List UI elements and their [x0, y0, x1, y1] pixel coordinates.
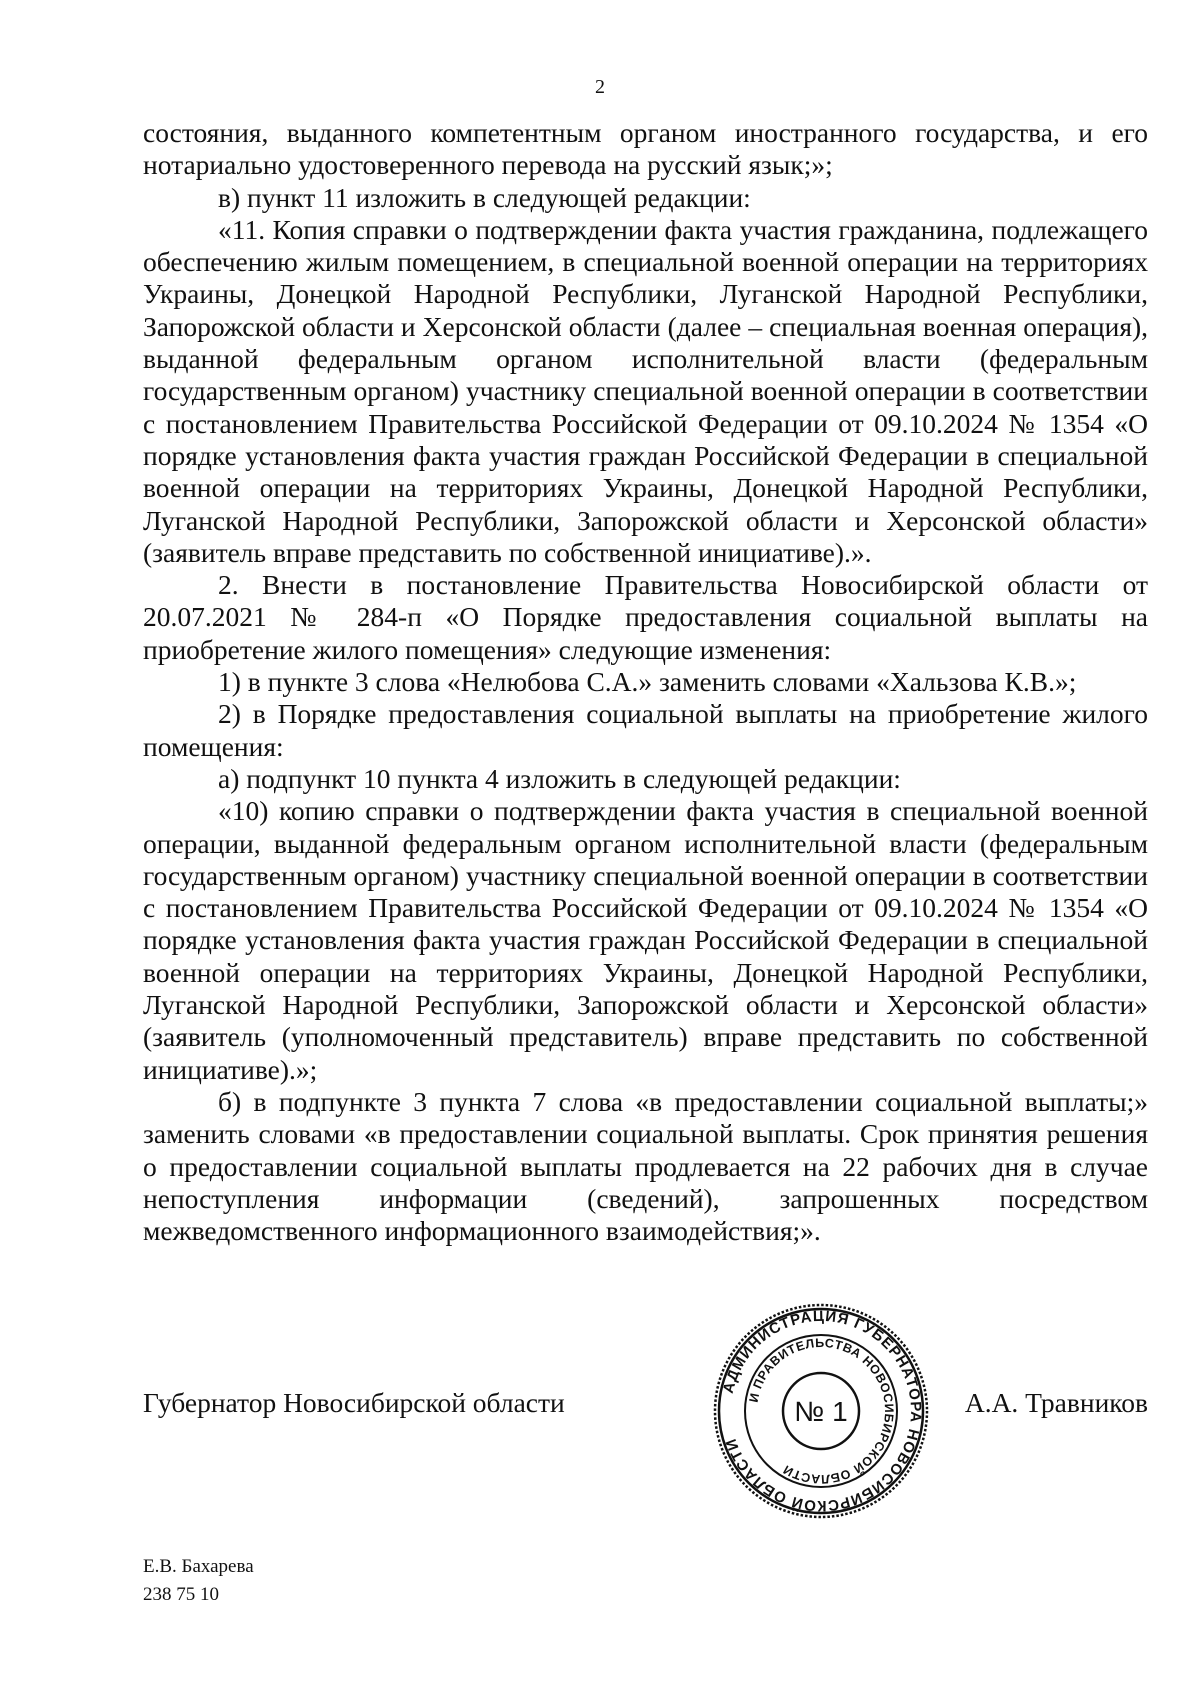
- paragraph-item-v: в) пункт 11 изложить в следующей редакции:: [218, 181, 751, 213]
- executor-name: Е.В. Бахарева: [143, 1556, 254, 1577]
- seal-inner-text: И ПРАВИТЕЛЬСТВА НОВОСИБИРСКОЙ ОБЛАСТИ: [746, 1335, 897, 1487]
- paragraph-subpoint-10: «10) копию справки о подтверждении факта участия в специальной военной операции, выданной федеральным органом исполнительной власти (федеральным государственным органом) участнику специальной военной операции в соответствии с постановлением Правительства Российской Федерации от 09.10.2024 № 1354 «О порядке установления факта участия граждан Российской Федерации в специальной военной операции на территориях Украины, Донецкой Народной Республики, Луганской Народной Республики, Запорожской области и Херсонской области» (заявитель (уполномоченный представитель) вправе представить по собственной инициативе).»;: [143, 795, 1148, 1085]
- paragraph-item-a: а) подпункт 10 пункта 4 изложить в следующей редакции:: [218, 762, 901, 794]
- page-number: 2: [595, 76, 605, 98]
- paragraph-item-2: 2) в Порядке предоставления социальной выплаты на приобретение жилого помещения:: [143, 698, 1148, 762]
- seal-number: № 1: [794, 1396, 848, 1427]
- paragraph-point-11: «11. Копия справки о подтверждении факта участия гражданина, подлежащего обеспечению жилым помещением, в специальной военной операции на территориях Украины, Донецкой Народной Республики, Луганской Народной Республики, Запорожской области и Херсонской области (далее – специальная военная операция), выданной федеральным органом исполнительной власти (федеральным государственным органом) участнику специальной военной операции в соответствии с постановлением Правительства Российской Федерации от 09.10.2024 № 1354 «О порядке установления факта участия граждан Российской Федерации в специальной военной операции на территориях Украины, Донецкой Народной Республики, Луганской Народной Республики, Запорожской области и Херсонской области» (заявитель вправе представить по собственной инициативе).».: [143, 213, 1148, 568]
- paragraph-section-2: 2. Внести в постановление Правительства Новосибирской области от 20.07.2021 № 284-п «О Порядке предоставления социальной выплаты на приобретение жилого помещения» следующие изменения:: [143, 569, 1148, 665]
- document-body: [143, 117, 1148, 1247]
- paragraph-item-b: б) в подпункте 3 пункта 7 слова «в предоставлении социальной выплаты;» заменить словами «в предоставлении социальной выплаты. Срок принятия решения о предоставлении социальной выплаты продлевается на 22 рабочих дня в случае непоступления информации (сведений), запрошенных посредством межведомственного информационного взаимодействия;».: [143, 1085, 1148, 1247]
- paragraph-continuation: состояния, выданного компетентным органом иностранного государства, и его нотариально удостоверенного перевода на русский язык;»;: [143, 117, 1148, 181]
- executor-info: [143, 1553, 254, 1609]
- signatory-position: Губернатор Новосибирской области: [143, 1387, 565, 1418]
- executor-phone: 238 75 10: [143, 1584, 219, 1605]
- paragraph-item-1: 1) в пункте 3 слова «Нелюбова С.А.» заменить словами «Хальзова К.В.»;: [218, 666, 1077, 698]
- official-seal: [712, 1302, 930, 1520]
- seal-outer-text: АДМИНИСТРАЦИЯ ГУБЕРНАТОРА НОВОСИБИРСКОЙ ОБЛАСТИ: [719, 1307, 925, 1515]
- signatory-name: А.А. Травников: [964, 1387, 1148, 1418]
